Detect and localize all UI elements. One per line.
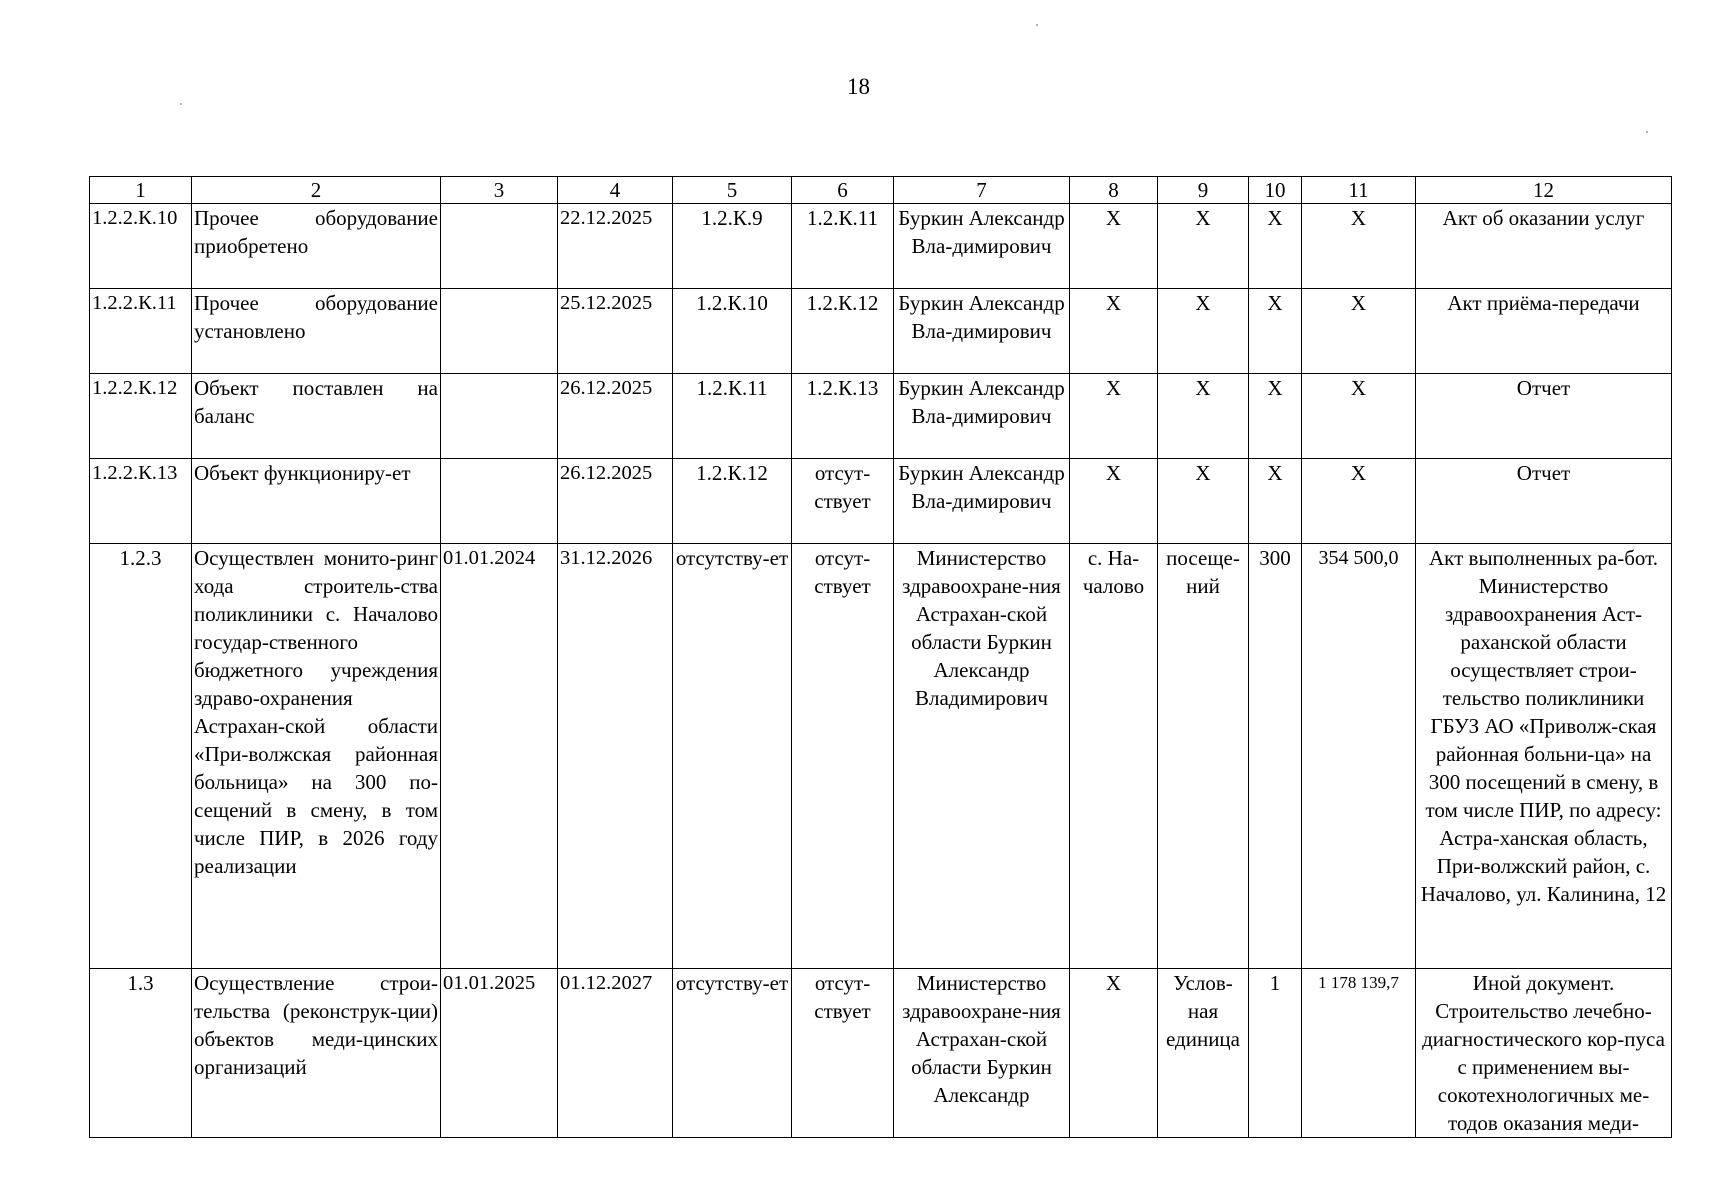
start-date [441,459,558,544]
responsible: Министерство здравоохране-ния Астрахан-ской области Буркин Александр Владимирович [894,544,1070,969]
end-date: 22.12.2025 [558,204,673,289]
responsible: Буркин Александр Вла-димирович [894,289,1070,374]
column-number: 11 [1302,177,1416,204]
responsible: Буркин Александр Вла-димирович [894,459,1070,544]
start-date [441,289,558,374]
page-number: 18 [847,74,870,99]
document-type: Иной документ. Строительство лечебно-диагностического кор-пуса с применением вы-сокотехнологичных ме-тодов оказания меди- [1416,969,1672,1138]
row-code: 1.2.2.К.11 [90,289,192,374]
cell-col9: X [1158,289,1249,374]
row-code: 1.2.2.К.13 [90,459,192,544]
column-number-row [90,177,1672,204]
column-number: 7 [894,177,1070,204]
cell-col9: X [1158,204,1249,289]
row-code: 1.2.2.К.10 [90,204,192,289]
cell-col10: X [1249,289,1302,374]
column-number: 8 [1070,177,1158,204]
successor: отсут-ствует [792,459,894,544]
column-number: 9 [1158,177,1249,204]
document-type: Акт выполненных ра-бот. Министерство здравоохранения Аст-раханской области осуществляет строи-тельство поликлиники ГБУЗ АО «Приволж-ская районная больни-ца» на 300 посещений в смену, в том числе ПИР, по адресу: Астра-ханская область, При-волжский район, с. Началово, ул. Калинина, 12 [1416,544,1672,969]
cell-col11: X [1302,289,1416,374]
predecessor: отсутству-ет [673,544,792,969]
table-row [90,204,1672,289]
row-name: Осуществление строи-тельства (реконструк-ции) объектов меди-цинских организаций [192,969,441,1138]
row-name: Осуществлен монито-ринг хода строитель-ства поликлиники с. Началово государ-ственного бюджетного учреждения здраво-охранения Астрахан-ской области «При-волжская районная больница» на 300 по-сещений в смену, в том числе ПИР, в 2026 году реализации [192,544,441,969]
end-date: 01.12.2027 [558,969,673,1138]
cell-col9: X [1158,459,1249,544]
row-code: 1.2.2.К.12 [90,374,192,459]
cell-col11: X [1302,374,1416,459]
column-number: 10 [1249,177,1302,204]
start-date: 01.01.2024 [441,544,558,969]
cell-col10: 300 [1249,544,1302,969]
column-number: 1 [90,177,192,204]
end-date: 25.12.2025 [558,289,673,374]
cell-col8: X [1070,204,1158,289]
successor: 1.2.К.13 [792,374,894,459]
table-row [90,969,1672,1138]
column-number: 2 [192,177,441,204]
document-type: Отчет [1416,459,1672,544]
cell-col8: X [1070,459,1158,544]
cell-col11: 1 178 139,7 [1302,969,1416,1138]
cell-col10: X [1249,459,1302,544]
row-name: Прочее оборудование установлено [192,289,441,374]
cell-col11: X [1302,459,1416,544]
predecessor: 1.2.К.10 [673,289,792,374]
cell-col10: X [1249,374,1302,459]
cell-col11: X [1302,204,1416,289]
table-row [90,374,1672,459]
start-date [441,204,558,289]
row-name: Объект функциониру-ет [192,459,441,544]
successor: отсут-ствует [792,544,894,969]
predecessor: 1.2.К.9 [673,204,792,289]
scan-speck [180,103,182,105]
successor: 1.2.К.11 [792,204,894,289]
row-name: Прочее оборудование приобретено [192,204,441,289]
column-number: 6 [792,177,894,204]
cell-col8: X [1070,374,1158,459]
responsible: Буркин Александр Вла-димирович [894,374,1070,459]
column-number: 3 [441,177,558,204]
start-date: 01.01.2025 [441,969,558,1138]
scan-speck [1036,24,1038,26]
cell-col9: Услов-ная единица [1158,969,1249,1138]
column-number: 5 [673,177,792,204]
document-type: Акт приёма-передачи [1416,289,1672,374]
cell-col10: X [1249,204,1302,289]
plan-table [89,176,1672,1138]
row-code: 1.2.3 [90,544,192,969]
start-date [441,374,558,459]
predecessor: 1.2.К.12 [673,459,792,544]
predecessor: отсутству-ет [673,969,792,1138]
responsible: Министерство здравоохране-ния Астрахан-ской области Буркин Александр [894,969,1070,1138]
scan-speck [1646,131,1648,133]
cell-col9: X [1158,374,1249,459]
row-name: Объект поставлен на баланс [192,374,441,459]
table-row [90,289,1672,374]
cell-col11: 354 500,0 [1302,544,1416,969]
column-number: 4 [558,177,673,204]
table-row [90,544,1672,969]
document-type: Акт об оказании услуг [1416,204,1672,289]
successor: 1.2.К.12 [792,289,894,374]
cell-col8: X [1070,289,1158,374]
predecessor: 1.2.К.11 [673,374,792,459]
cell-col8: X [1070,969,1158,1138]
cell-col9: посеще-ний [1158,544,1249,969]
column-number: 12 [1416,177,1672,204]
end-date: 31.12.2026 [558,544,673,969]
table-row [90,459,1672,544]
row-code: 1.3 [90,969,192,1138]
document-type: Отчет [1416,374,1672,459]
responsible: Буркин Александр Вла-димирович [894,204,1070,289]
cell-col8: с. На-чалово [1070,544,1158,969]
successor: отсут-ствует [792,969,894,1138]
end-date: 26.12.2025 [558,459,673,544]
end-date: 26.12.2025 [558,374,673,459]
cell-col10: 1 [1249,969,1302,1138]
